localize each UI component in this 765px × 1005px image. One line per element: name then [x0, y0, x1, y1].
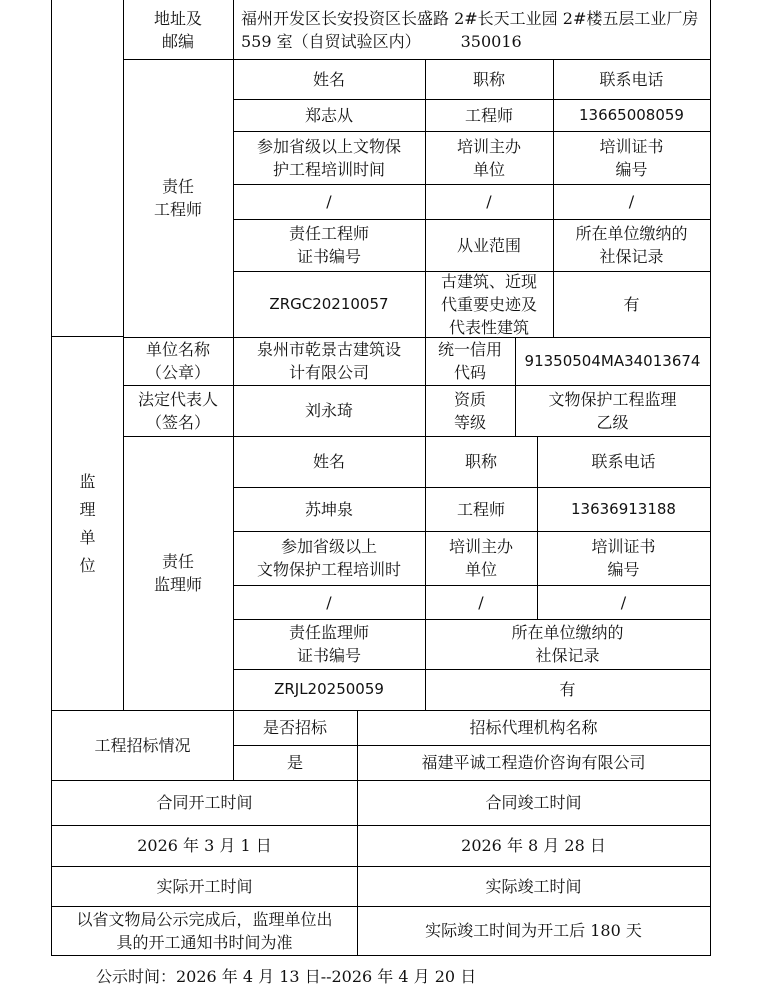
engineer-cert-number-value: ZRGC20210057 [233, 271, 426, 338]
credit-code-value: 91350504MA34013674 [515, 337, 711, 386]
actual-end-value: 实际竣工时间为开工后 180 天 [357, 906, 711, 956]
bidding-label: 工程招标情况 [51, 710, 234, 781]
supervisor-title-header: 职称 [425, 436, 538, 488]
engineer-training-organizer-value: / [425, 184, 554, 220]
supervisor-training-time-value: / [233, 585, 426, 620]
responsible-supervisor-label: 责任 监理师 [123, 436, 234, 711]
actual-start-label: 实际开工时间 [51, 866, 358, 907]
construction-unit-label-cell [51, 0, 124, 337]
engineer-phone-value: 13665008059 [553, 99, 711, 132]
supervisor-training-cert-value: / [537, 585, 711, 620]
engineer-training-time-header: 参加省级以上文物保 护工程培训时间 [233, 131, 426, 185]
legal-rep-value: 刘永琦 [233, 385, 426, 437]
engineer-title-header: 职称 [425, 59, 554, 100]
engineer-name-header: 姓名 [233, 59, 426, 100]
unit-name-value: 泉州市乾景古建筑设 计有限公司 [233, 337, 426, 386]
supervisor-training-time-header: 参加省级以上 文物保护工程培训时 [233, 531, 426, 586]
supervisor-social-security-value: 有 [425, 669, 711, 711]
supervisor-training-organizer-header: 培训主办 单位 [425, 531, 538, 586]
qualification-label: 资质 等级 [425, 385, 516, 437]
supervisor-training-cert-header: 培训证书 编号 [537, 531, 711, 586]
agency-value: 福建平诚工程造价咨询有限公司 [357, 745, 711, 781]
engineer-training-cert-value: / [553, 184, 711, 220]
supervisor-phone-header: 联系电话 [537, 436, 711, 488]
engineer-phone-header: 联系电话 [553, 59, 711, 100]
unit-name-label: 单位名称 （公章） [123, 337, 234, 386]
engineer-name-value: 郑志从 [233, 99, 426, 132]
actual-start-value: 以省文物局公示完成后，监理单位出 具的开工通知书时间为准 [51, 906, 358, 956]
publicity-period: 公示时间：2026 年 4 月 13 日--2026 年 4 月 20 日 [96, 967, 477, 986]
contract-start-label: 合同开工时间 [51, 780, 358, 826]
supervisor-training-organizer-value: / [425, 585, 538, 620]
actual-end-label: 实际竣工时间 [357, 866, 711, 907]
engineer-cert-number-header: 责任工程师 证书编号 [233, 219, 426, 272]
address-label: 地址及 邮编 [123, 0, 234, 60]
engineer-training-organizer-header: 培训主办 单位 [425, 131, 554, 185]
engineer-title-value: 工程师 [425, 99, 554, 132]
engineer-social-security-header: 所在单位缴纳的 社保记录 [553, 219, 711, 272]
supervision-unit-label: 监 理 单 位 [51, 337, 124, 711]
tender-value: 是 [233, 745, 358, 781]
supervisor-phone-value: 13636913188 [537, 487, 711, 532]
supervisor-name-value: 苏坤泉 [233, 487, 426, 532]
qualification-value: 文物保护工程监理 乙级 [515, 385, 711, 437]
contract-end-value: 2026 年 8 月 28 日 [357, 825, 711, 867]
supervisor-name-header: 姓名 [233, 436, 426, 488]
address-value: 福州开发区长安投资区长盛路 2#长天工业园 2#楼五层工业厂房 559 室（自贸试验区内） 350016 [233, 0, 711, 60]
contract-end-label: 合同竣工时间 [357, 780, 711, 826]
supervisor-social-security-header: 所在单位缴纳的 社保记录 [425, 619, 711, 670]
engineer-scope-value: 古建筑、近现 代重要史迹及 代表性建筑 [425, 271, 554, 338]
agency-header: 招标代理机构名称 [357, 710, 711, 746]
responsible-engineer-label: 责任 工程师 [123, 59, 234, 338]
legal-rep-label: 法定代表人 （签名） [123, 385, 234, 437]
contract-start-value: 2026 年 3 月 1 日 [51, 825, 358, 867]
tender-header: 是否招标 [233, 710, 358, 746]
engineer-scope-header: 从业范围 [425, 219, 554, 272]
supervisor-title-value: 工程师 [425, 487, 538, 532]
engineer-training-time-value: / [233, 184, 426, 220]
engineer-training-cert-header: 培训证书 编号 [553, 131, 711, 185]
credit-code-label: 统一信用 代码 [425, 337, 516, 386]
engineer-social-security-value: 有 [553, 271, 711, 338]
supervisor-cert-number-value: ZRJL20250059 [233, 669, 426, 711]
supervisor-cert-number-header: 责任监理师 证书编号 [233, 619, 426, 670]
